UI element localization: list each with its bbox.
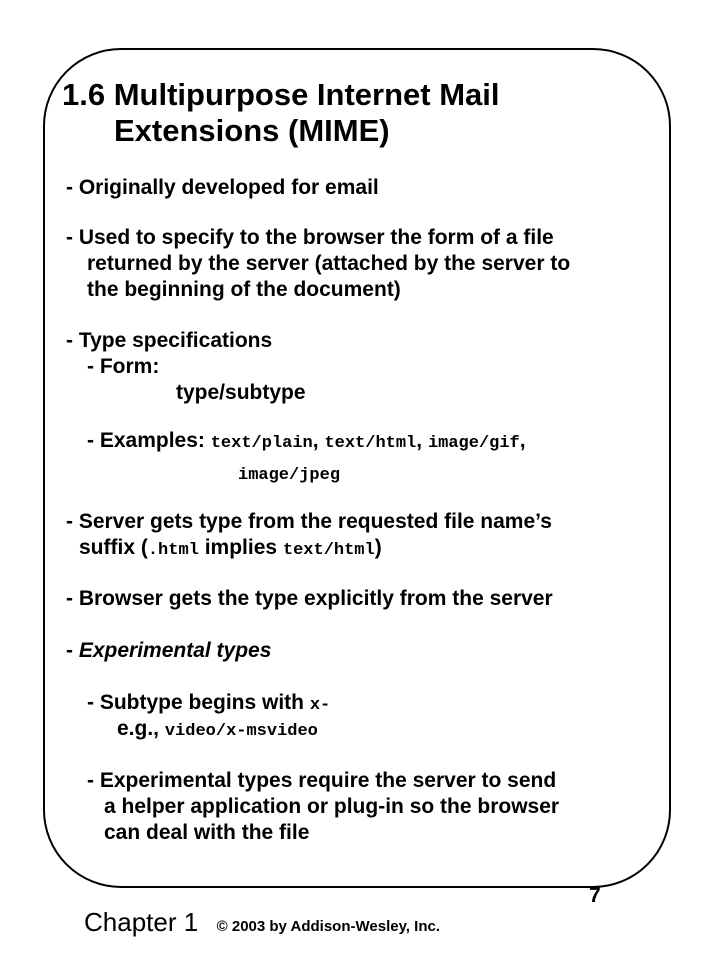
bullet-used-to-specify-line-3: the beginning of the document)	[87, 278, 401, 301]
sub-bullet-experimental-require-line-2: a helper application or plug-in so the browser	[104, 795, 560, 818]
title-line-2: Extensions (MIME)	[114, 113, 390, 148]
example-text-html: text/html	[324, 434, 417, 453]
suffix-code-html: .html	[147, 541, 199, 560]
eg-code-video-x-msvideo: video/x-msvideo	[164, 722, 318, 741]
bullet-type-specifications: - Type specifications	[66, 329, 273, 352]
sub-bullet-examples: - Examples: text/plain, text/html, image/gif,	[87, 429, 526, 453]
example-text-plain: text/plain	[210, 434, 313, 453]
suffix-close-paren: )	[374, 536, 382, 559]
suffix-text: suffix (	[79, 536, 148, 559]
sub-bullet-form: - Form:	[87, 355, 160, 378]
experimental-types-italic: Experimental types	[78, 639, 272, 662]
sub-bullet-subtype-begins	[87, 690, 330, 719]
examples-line-2	[238, 460, 340, 489]
slide-title	[62, 77, 500, 149]
bullet-used-to-specify-line-2: returned by the server (attached by the server to	[87, 252, 571, 275]
bullet-server-gets-type-line-2	[79, 535, 382, 564]
bullet-browser-gets-type: - Browser gets the type explicitly from the server	[66, 587, 553, 610]
examples-label: - Examples:	[87, 429, 205, 452]
eg-text: e.g.,	[117, 717, 165, 740]
bullet-used-to-specify-line-1: - Used to specify to the browser the form of a file	[66, 226, 554, 249]
example-image-gif: image/gif	[427, 434, 520, 453]
footer	[84, 907, 440, 938]
bullet-originally-developed: - Originally developed for email	[66, 176, 379, 199]
sub-bullet-experimental-require-line-1: - Experimental types require the server to send	[87, 769, 557, 792]
slide-frame	[43, 48, 671, 888]
footer-chapter: Chapter 1	[84, 907, 199, 937]
footer-copyright: © 2003 by Addison-Wesley, Inc.	[216, 918, 440, 935]
page-number: 7	[589, 884, 601, 907]
sub-bullet-experimental-require-line-3: can deal with the file	[104, 821, 310, 844]
experimental-dash: -	[66, 639, 79, 662]
suffix-code-text-html: text/html	[282, 541, 375, 560]
subtype-prefix-code: x-	[309, 696, 331, 715]
subtype-begins-text: - Subtype begins with	[87, 691, 310, 714]
example-image-jpeg: image/jpeg	[238, 466, 341, 485]
bullet-server-gets-type-line-1: - Server gets type from the requested file name’s	[66, 510, 552, 533]
subtype-example	[117, 716, 318, 745]
bullet-experimental-types	[66, 638, 271, 664]
form-value: type/subtype	[176, 381, 306, 404]
implies-text: implies	[198, 536, 283, 559]
title-line-1: 1.6 Multipurpose Internet Mail	[62, 77, 500, 112]
